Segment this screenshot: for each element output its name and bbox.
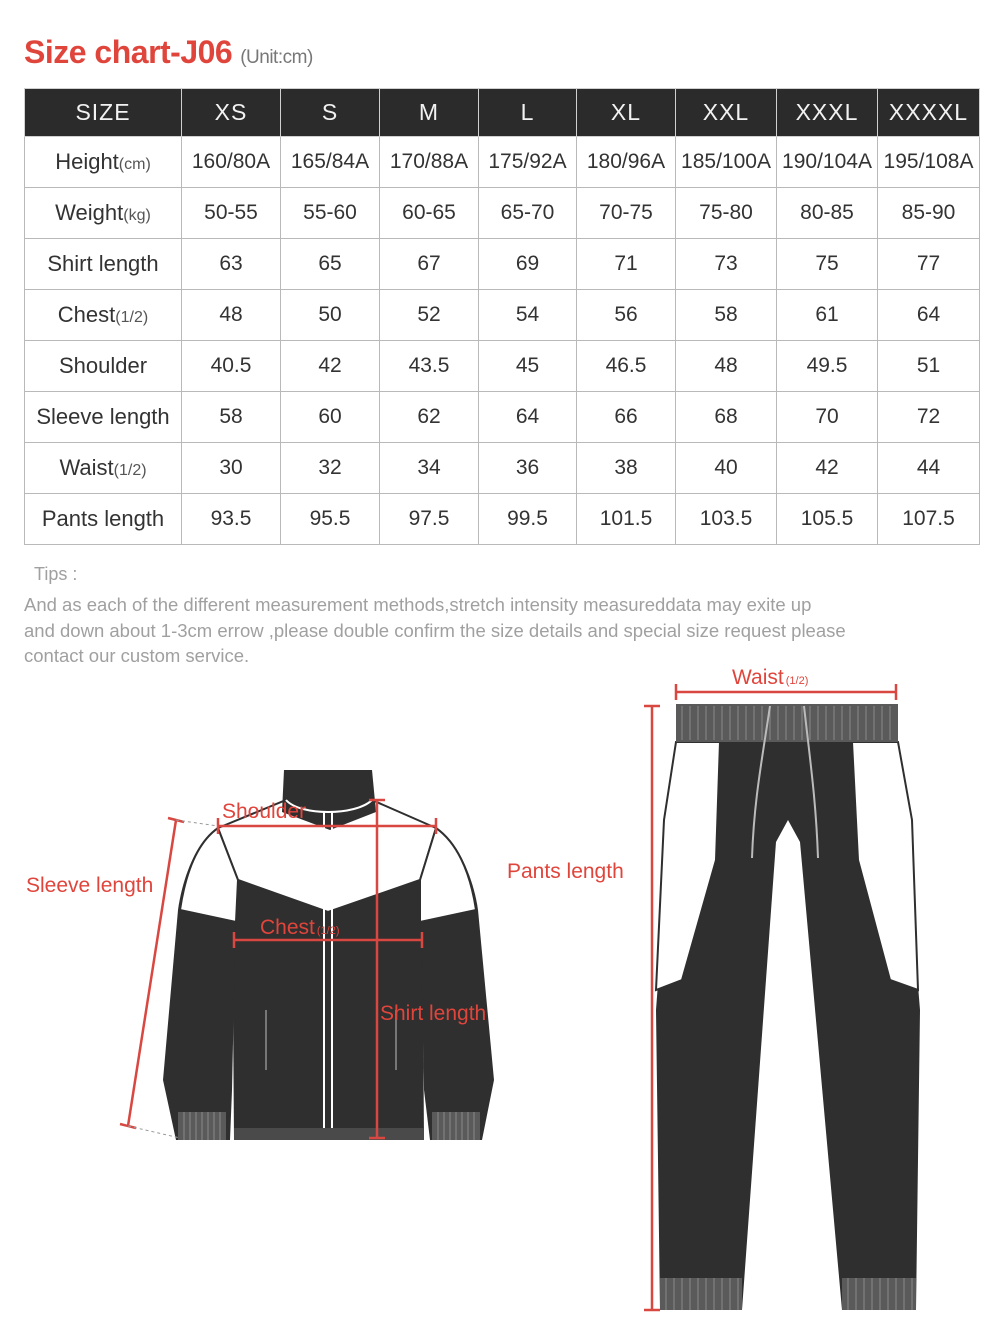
waist-label-text: Waist [732,666,784,689]
tips-line: contact our custom service. [24,645,250,666]
table-cell: 105.5 [777,494,878,545]
table-cell: 71 [577,239,676,290]
header-cell-size: SIZE [25,89,182,137]
table-cell: 69 [479,239,577,290]
table-cell: 38 [577,443,676,494]
table-cell: 66 [577,392,676,443]
table-cell: 44 [878,443,980,494]
table-cell: 175/92A [479,137,577,188]
table-row [25,443,980,494]
table-row [25,188,980,239]
table-cell: 40.5 [182,341,281,392]
table-cell: 170/88A [380,137,479,188]
size-chart-table [24,88,980,545]
page-title [24,34,313,71]
table-cell: 36 [479,443,577,494]
waist-label [732,666,808,689]
pants-length-label: Pants length [507,860,624,883]
table-cell: 55-60 [281,188,380,239]
header-cell: L [479,89,577,137]
row-label [25,494,182,545]
table-cell: 77 [878,239,980,290]
table-row [25,290,980,341]
row-label-text: Weight [55,200,124,225]
row-label-text: Pants length [41,506,165,531]
row-label-suffix: (cm) [118,156,151,173]
table-cell: 58 [182,392,281,443]
row-label [25,188,182,239]
table-row [25,494,980,545]
table-cell: 95.5 [281,494,380,545]
table-cell: 30 [182,443,281,494]
table-cell: 46.5 [577,341,676,392]
table-cell: 60 [281,392,380,443]
table-cell: 58 [676,290,777,341]
table-cell: 72 [878,392,980,443]
table-cell: 103.5 [676,494,777,545]
table-row [25,341,980,392]
table-cell: 75 [777,239,878,290]
shirt-length-label: Shirt length [380,1002,487,1025]
header-cell: XL [577,89,676,137]
table-cell: 32 [281,443,380,494]
table-cell: 49.5 [777,341,878,392]
table-cell: 85-90 [878,188,980,239]
table-cell: 42 [777,443,878,494]
pants-illustration [656,704,920,1310]
table-row [25,137,980,188]
table-cell: 185/100A [676,137,777,188]
table-cell: 64 [479,392,577,443]
table-cell: 61 [777,290,878,341]
tips-line: And as each of the different measurement methods,stretch intensity measureddata may exite up [24,594,812,615]
row-label-text: Waist [59,455,114,480]
tips-heading: Tips : [34,564,78,584]
row-label [25,239,182,290]
table-cell: 52 [380,290,479,341]
table-cell: 62 [380,392,479,443]
table-cell: 70-75 [577,188,676,239]
table-cell: 56 [577,290,676,341]
row-label-text: Sleeve length [36,404,170,429]
row-label-text: Shoulder [58,353,148,378]
table-cell: 180/96A [577,137,676,188]
table-cell: 51 [878,341,980,392]
table-cell: 101.5 [577,494,676,545]
sleeve-length-label: Sleeve length [26,874,154,897]
table-cell: 42 [281,341,380,392]
table-cell: 63 [182,239,281,290]
chest-label-text: Chest [260,916,315,939]
row-label [25,341,182,392]
table-header-row [25,89,980,137]
table-cell: 165/84A [281,137,380,188]
table-cell: 50 [281,290,380,341]
row-label [25,137,182,188]
table-cell: 34 [380,443,479,494]
table-cell: 80-85 [777,188,878,239]
table-cell: 160/80A [182,137,281,188]
row-label-suffix: (kg) [123,207,151,224]
shoulder-label: Shoulder [222,800,307,823]
table-cell: 107.5 [878,494,980,545]
row-label-suffix: (1/2) [113,462,147,479]
table-cell: 45 [479,341,577,392]
unit-label: (Unit:cm) [240,47,313,68]
table-cell: 48 [182,290,281,341]
row-label-text: Chest [57,302,116,327]
row-label-suffix: (1/2) [115,309,149,326]
table-cell: 65-70 [479,188,577,239]
table-cell: 97.5 [380,494,479,545]
header-cell: XXXXL [878,89,980,137]
row-label-text: Shirt length [47,251,159,276]
table-cell: 65 [281,239,380,290]
table-cell: 43.5 [380,341,479,392]
table-cell: 93.5 [182,494,281,545]
table-cell: 190/104A [777,137,878,188]
row-label [25,392,182,443]
table-cell: 48 [676,341,777,392]
header-cell: XS [182,89,281,137]
table-row [25,392,980,443]
table-cell: 50-55 [182,188,281,239]
table-cell: 60-65 [380,188,479,239]
table-cell: 40 [676,443,777,494]
table-cell: 99.5 [479,494,577,545]
table-cell: 70 [777,392,878,443]
table-cell: 67 [380,239,479,290]
header-cell: M [380,89,479,137]
table-cell: 54 [479,290,577,341]
row-label-text: Height [55,149,119,174]
table-row [25,239,980,290]
tips-line: and down about 1-3cm errow ,please double confirm the size details and special size request please [24,619,846,641]
table-cell: 64 [878,290,980,341]
row-label [25,443,182,494]
header-cell: S [281,89,380,137]
row-label [25,290,182,341]
title-text: Size chart-J06 [24,34,233,70]
waist-label-suffix: (1/2) [785,675,809,687]
table-cell: 195/108A [878,137,980,188]
table-cell: 75-80 [676,188,777,239]
chest-label-suffix: (1/2) [316,925,340,937]
header-cell: XXXL [777,89,878,137]
table-cell: 68 [676,392,777,443]
garment-diagram [0,650,1000,1334]
header-cell: XXL [676,89,777,137]
table-cell: 73 [676,239,777,290]
